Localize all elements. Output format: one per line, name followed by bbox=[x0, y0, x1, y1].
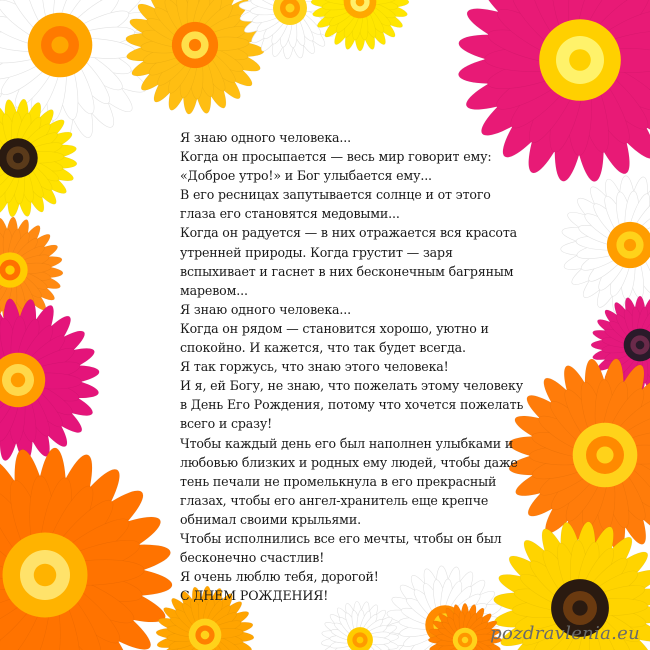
poem-line: Когда он просыпается — весь мир говорит ему: bbox=[180, 149, 492, 165]
poem-line: Я знаю одного человека... bbox=[180, 130, 351, 145]
poem-line: тень печали не промелькнула в его прекрасный bbox=[180, 473, 497, 489]
poem-line: обнимал своими крыльями. bbox=[180, 511, 361, 527]
poem-line: Чтобы исполнились все его мечты, чтобы он был bbox=[180, 530, 502, 546]
poem-line: «Доброе утро!» и Бог улыбается ему... bbox=[180, 168, 432, 184]
poem-line: Когда он рядом — становится хорошо, уютно и bbox=[180, 320, 489, 336]
poem-line: Когда он радуется — в них отражается вся красота bbox=[180, 225, 517, 241]
yellow-gerbera-icon bbox=[311, 0, 409, 51]
poem-line: всего и сразу! bbox=[180, 416, 273, 432]
poem-line: спокойно. И кажется, что так будет всегда. bbox=[180, 340, 466, 356]
poem-line: В его ресницах запутывается солнце и от этого bbox=[180, 187, 491, 203]
poem-line: вспыхивает и гаснет в них бесконечным багряным bbox=[180, 263, 514, 279]
poem-line: глаза его становятся медовыми... bbox=[180, 206, 400, 222]
poem-line: И я, ей Богу, не знаю, что пожелать этому человеку bbox=[180, 378, 523, 394]
poem-line: Чтобы каждый день его был наполнен улыбками и bbox=[180, 435, 514, 451]
poem-line: глазах, чтобы его ангел-хранитель еще крепче bbox=[180, 492, 489, 508]
poem-line: утренней природы. Когда грустит — заря bbox=[180, 244, 453, 260]
poem-line: С ДНЕМ РОЖДЕНИЯ! bbox=[180, 588, 329, 604]
poem-line: бесконечно счастлив! bbox=[180, 550, 325, 566]
watermark: pozdravlenia.eu bbox=[490, 623, 640, 644]
poem-line: Я очень люблю тебя, дорогой! bbox=[180, 569, 379, 585]
orange-gerbera-icon bbox=[0, 447, 173, 650]
poem-line: Я знаю одного человека... bbox=[180, 301, 351, 317]
poem-line: Я так горжусь, что знаю этого человека! bbox=[180, 359, 449, 375]
poem-line: в День Его Рождения, потому что хочется пожелать bbox=[180, 397, 524, 413]
poem-line: маревом... bbox=[180, 282, 248, 298]
poem-text bbox=[180, 128, 550, 605]
poem-line: любовью близких и родных ему людей, чтобы даже bbox=[180, 454, 518, 470]
white-daisy-icon bbox=[560, 175, 650, 314]
white-daisy-icon bbox=[321, 601, 399, 650]
magenta-gerbera-icon bbox=[0, 298, 100, 462]
